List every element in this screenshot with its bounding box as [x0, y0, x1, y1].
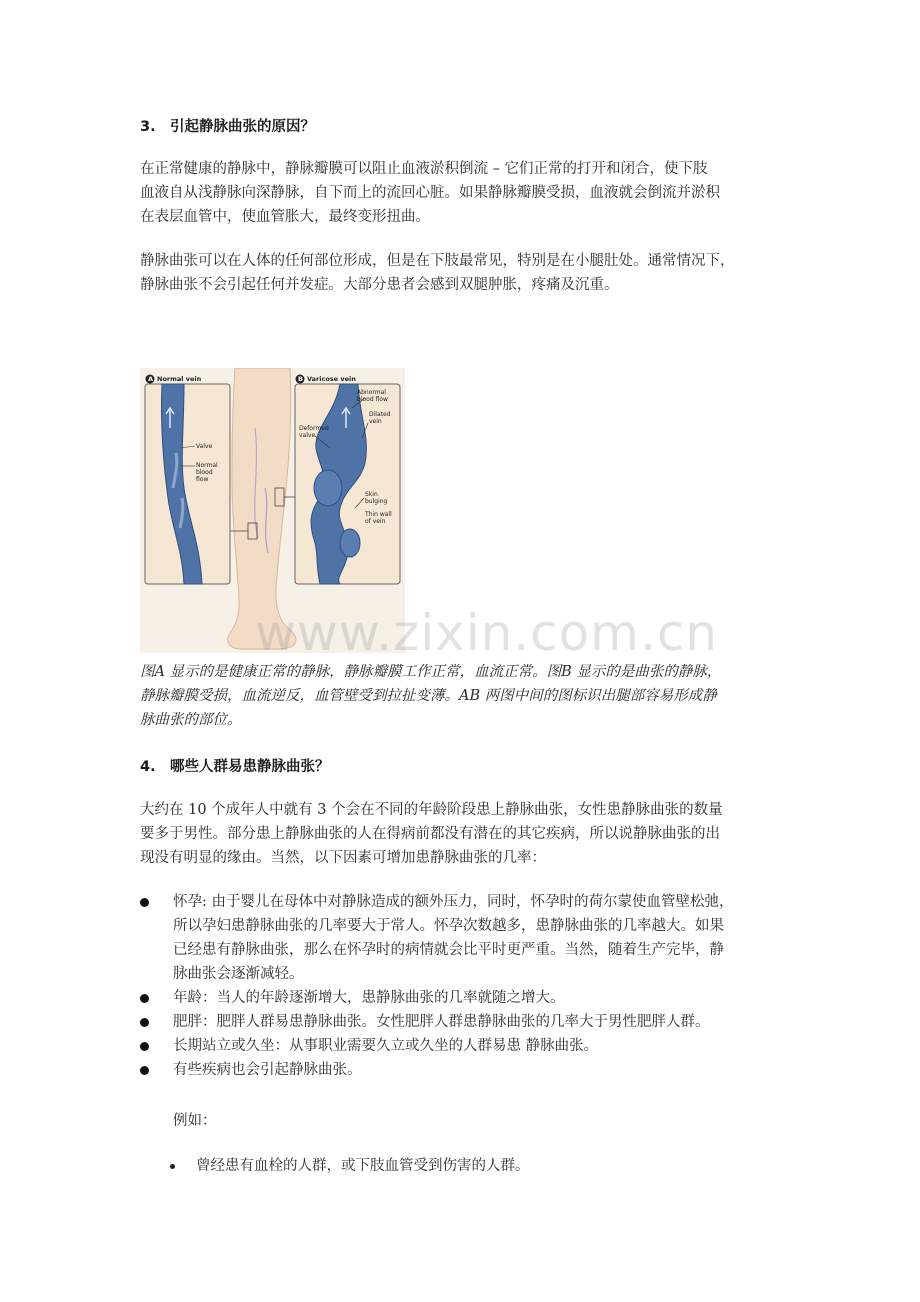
- text-line: 在正常健康的静脉中，静脉瓣膜可以阻止血液淤积倒流 – 它们正常的打开和闭合，使下肢: [140, 161, 708, 177]
- label-normal-flow-1: Normal: [196, 462, 218, 469]
- sub-list-text: 曾经患有血栓的人群，或下肢血管受到伤害的人群。: [196, 1158, 530, 1174]
- example-sub-list: [170, 1154, 530, 1178]
- caption-line: 脉曲张的部位。: [140, 712, 242, 728]
- label-abnormal-flow-1: Abnormal: [357, 389, 386, 396]
- caption-line: 静脉瓣膜受损，血流逆反，血管壁受到拉扯变薄。AB 两图中间的图标识出腿部容易形成静: [140, 688, 717, 704]
- text-line: 静脉曲张不会引起任何并发症。大部分患者会感到双腿肿胀，疼痛及沉重。: [140, 277, 619, 293]
- bullet-dot-icon: [140, 994, 149, 1003]
- label-dilated-2: vein: [369, 418, 382, 425]
- text-line: 怀孕: 由于婴儿在母体中对静脉造成的额外压力，同时，怀孕时的荷尔蒙使血管壁松弛，: [173, 894, 734, 910]
- label-thin-wall-1: Thin wall: [365, 511, 392, 518]
- list-item: [140, 1034, 790, 1058]
- list-item: [140, 1010, 790, 1034]
- section-4-title: 哪些人群易患静脉曲张？: [170, 759, 330, 775]
- example-label: 例如：: [173, 1113, 217, 1129]
- label-dilated-1: Dilated: [369, 411, 391, 418]
- text-line: 血液自从浅静脉向深静脉，自下而上的流回心脏。如果静脉瓣膜受损，血液就会倒流并淤积: [140, 185, 720, 201]
- section-3-title: 引起静脉曲张的原因？: [170, 119, 315, 135]
- section-3-paragraph-2: [140, 249, 780, 297]
- label-normal-flow-2: blood: [196, 469, 213, 476]
- bullet-dot-icon: [140, 1066, 149, 1075]
- bullet-dot-icon: [140, 1042, 149, 1051]
- section-4-number: 4.: [140, 759, 156, 775]
- text-line: 长期站立或久坐：从事职业需要久立或久坐的人群易患 静脉曲张。: [173, 1038, 599, 1054]
- panel-b-title: Varicose vein: [307, 375, 356, 383]
- label-skin-2: bulging: [365, 498, 388, 505]
- section-3-heading: [140, 115, 315, 136]
- list-item: [140, 890, 790, 986]
- label-thin-wall-2: of vein: [365, 518, 386, 525]
- label-skin-1: Skin: [365, 491, 378, 498]
- panel-b-letter: B: [298, 375, 303, 383]
- text-line: 现没有明显的缘由。当然，以下因素可增加患静脉曲张的几率：: [140, 850, 546, 866]
- text-line: 年龄：当人的年龄逐渐增大，患静脉曲张的几率就随之增大。: [173, 990, 565, 1006]
- section-4-paragraph: [140, 798, 780, 870]
- label-abnormal-flow-2: blood flow: [357, 396, 388, 403]
- text-line: 所以孕妇患静脉曲张的几率要大于常人。怀孕次数越多，患静脉曲张的几率越大。如果: [173, 918, 724, 934]
- text-line: 已经患有静脉曲张，那么在怀孕时的病情就会比平时更严重。当然，随着生产完毕，静: [173, 942, 724, 958]
- text-line: 在表层血管中，使血管胀大，最终变形扭曲。: [140, 209, 430, 225]
- figure-caption: [140, 660, 800, 732]
- section-4-heading: [140, 755, 330, 776]
- panel-a-title: Normal vein: [157, 375, 202, 383]
- small-bullet-icon: [170, 1164, 175, 1169]
- text-line: 静脉曲张可以在人体的任何部位形成，但是在下肢最常见，特别是在小腿肚处。通常情况下，: [140, 253, 735, 269]
- list-item: [140, 986, 790, 1010]
- sub-list-item: [170, 1154, 530, 1178]
- section-3-number: 3.: [140, 119, 156, 135]
- panel-a-letter: A: [148, 375, 154, 383]
- text-line: 脉曲张会逐渐减轻。: [173, 966, 304, 982]
- label-deformed-2: valve: [299, 432, 316, 439]
- caption-line: 图A 显示的是健康正常的静脉，静脉瓣膜工作正常，血流正常。图B 显示的是曲张的静脉，: [140, 664, 722, 680]
- list-item: [140, 1058, 790, 1082]
- text-line: 大约在 10 个成年人中就有 3 个会在不同的年龄阶段患上静脉曲张，女性患静脉曲张的数量: [140, 802, 723, 818]
- watermark: www.zixin.com.cn: [255, 604, 719, 662]
- label-valve: Valve: [196, 443, 213, 450]
- risk-factor-list: [140, 890, 790, 1082]
- text-line: 肥胖：肥胖人群易患静脉曲张。女性肥胖人群患静脉曲张的几率大于男性肥胖人群。: [173, 1014, 710, 1030]
- bullet-dot-icon: [140, 1018, 149, 1027]
- bullet-dot-icon: [140, 898, 149, 907]
- text-line: 有些疾病也会引起静脉曲张。: [173, 1062, 362, 1078]
- label-normal-flow-3: flow: [196, 476, 209, 483]
- section-3-paragraph-1: [140, 157, 780, 229]
- text-line: 要多于男性。部分患上静脉曲张的人在得病前都没有潜在的其它疾病，所以说静脉曲张的出: [140, 826, 720, 842]
- label-deformed-1: Deformed: [299, 425, 329, 432]
